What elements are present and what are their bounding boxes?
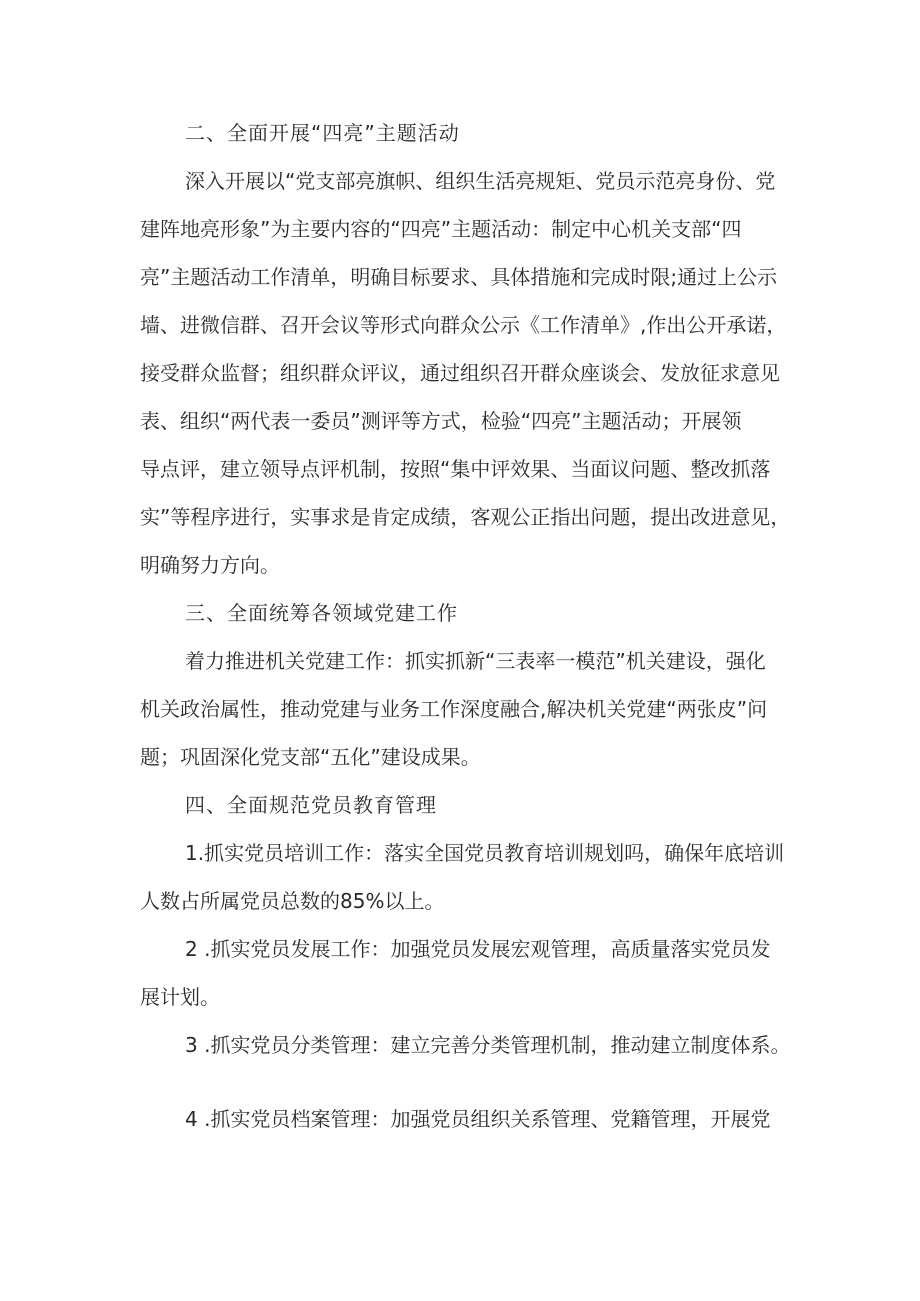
paragraph-line: 明确努力方向。 [140,553,280,577]
list-item-line: 2 .抓实党员发展工作：加强党员发展宏观管理，高质量落实党员发 [185,937,771,961]
paragraph-line: 着力推进机关党建工作：抓实抓新“三表率一模范”机关建设，强化 [185,649,766,673]
paragraph-line: 建阵地亮形象”为主要内容的“四亮”主题活动：制定中心机关支部“四 [140,217,742,241]
paragraph-line: 题；巩固深化党支部“五化”建设成果。 [140,745,481,769]
paragraph-line: 亮”主题活动工作清单，明确目标要求、具体措施和完成时限;通过上公示 [140,265,778,289]
section-heading-4: 四、全面规范党员教育管理 [185,793,437,817]
list-item-line: 4 .抓实党员档案管理：加强党员组织关系管理、党籍管理，开展党 [185,1107,771,1131]
paragraph-line: 接受群众监督；组织群众评议，通过组织召开群众座谈会、发放征求意见 [140,361,780,385]
list-item-line: 展计划。 [140,985,220,1009]
paragraph-line: 表、组织“两代表一委员”测评等方式，检验“四亮”主题活动；开展领 [140,409,742,433]
paragraph-line: 深入开展以“党支部亮旗帜、组织生活亮规矩、党员示范亮身份、党 [185,169,776,193]
list-item-line: 3 .抓实党员分类管理：建立完善分类管理机制，推动建立制度体系。 [185,1033,791,1057]
paragraph-line: 机关政治属性，推动党建与业务工作深度融合,解决机关党建“两张皮”问 [140,697,768,721]
paragraph-line: 导点评，建立领导点评机制，按照“集中评效果、当面议问题、整改抓落 [140,457,771,481]
list-item-line: 人数占所属党员总数的85%以上。 [140,889,445,913]
section-heading-2: 二、全面开展“四亮”主题活动 [185,121,460,145]
section-heading-3: 三、全面统筹各领域党建工作 [185,601,458,625]
paragraph-line: 实”等程序进行，实事求是肯定成绩，客观公正指出问题，提出改进意见， [140,505,791,529]
paragraph-line: 墙、进微信群、召开会议等形式向群众公示《工作清单》,作出公开承诺， [140,313,787,337]
list-item-line: 1.抓实党员培训工作：落实全国党员教育培训规划吗，确保年底培训 [185,841,785,865]
